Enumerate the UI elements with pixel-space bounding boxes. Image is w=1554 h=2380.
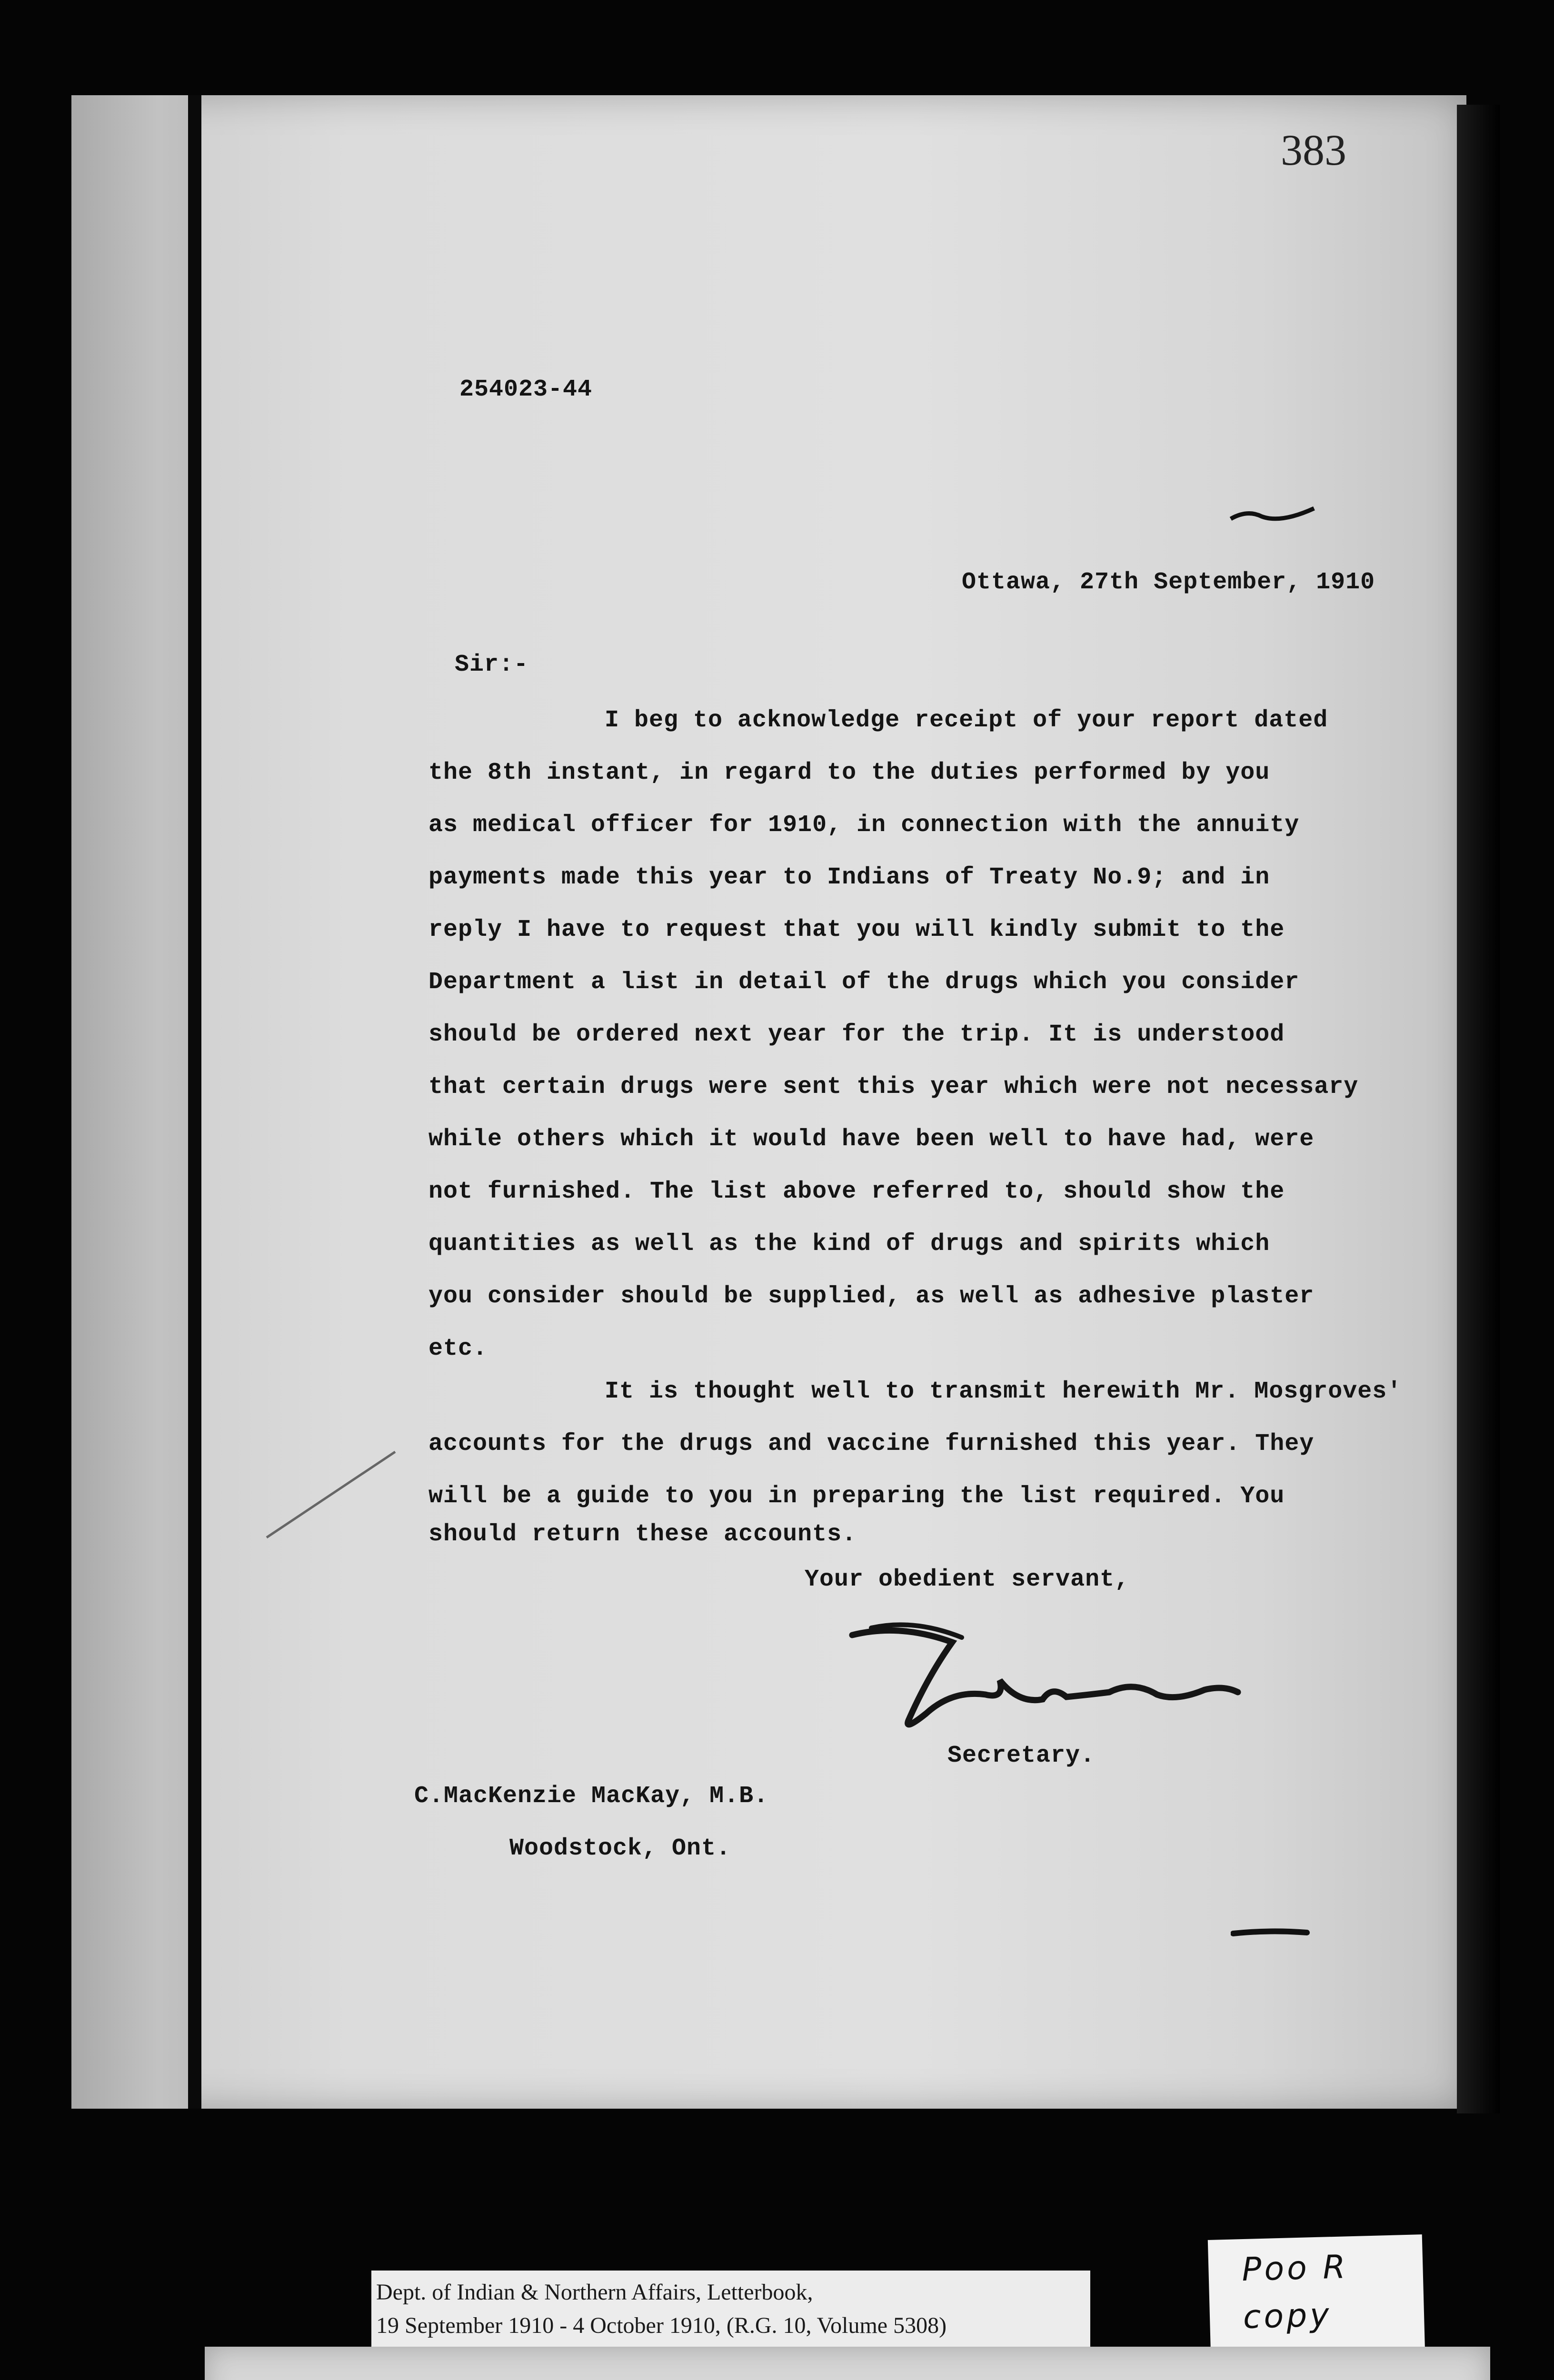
body-line: while others which it would have been well to have had, were [428,1126,1315,1153]
pen-dash-mark [1231,1923,1312,1942]
signer-title: Secretary. [947,1742,1096,1769]
body-line: will be a guide to you in preparing the list required. You [428,1483,1285,1510]
archives-stamp [205,2347,1490,2380]
body-line: quantities as well as the kind of drugs and spirits which [428,1230,1270,1258]
reference-line: 19 September 1910 - 4 October 1910, (R.G. 10, Volume 5308) [376,2313,947,2338]
pen-mark [1228,500,1319,528]
reference-line: Dept. of Indian & Northern Affairs, Letterbook, [376,2280,813,2305]
salutation: Sir:- [455,651,529,678]
closing: Your obedient servant, [805,1566,1130,1593]
binding-gutter [188,95,201,2109]
body-line: you consider should be supplied, as well as adhesive plaster [428,1283,1315,1310]
archive-reference-label [371,2271,1090,2354]
body-line: Department a list in detail of the drugs which you consider [428,969,1300,996]
file-number: 254023-44 [459,376,593,403]
body-line: payments made this year to Indians of Treaty No.9; and in [428,864,1270,891]
quality-note-tag [1208,2234,1425,2359]
handwritten-signature [843,1609,1300,1737]
body-line: accounts for the drugs and vaccine furnished this year. They [428,1430,1315,1458]
body-line: not furnished. The list above referred to, should show the [428,1178,1285,1205]
quality-note-line: copy [1243,2296,1333,2337]
page-binding-edge [71,95,195,2109]
letter-date: Ottawa, 27th September, 1910 [962,569,1375,596]
quality-note-line: Poo R [1241,2248,1349,2289]
letter-page [71,95,1466,2109]
body-line: etc. [428,1335,488,1362]
body-line: It is thought well to transmit herewith Mr. Mosgroves' [605,1378,1402,1405]
recipient-place: Woodstock, Ont. [509,1835,731,1862]
margin-stroke [262,1442,405,1547]
page-edge-shadow [1457,105,1500,2113]
body-line: should return these accounts. [428,1521,857,1548]
body-line: the 8th instant, in regard to the duties performed by you [428,759,1270,786]
folio-number: 383 [1281,126,1346,174]
body-line: should be ordered next year for the trip. It is understood [428,1021,1285,1048]
recipient-name: C.MacKenzie MacKay, M.B. [414,1783,769,1810]
body-line: I beg to acknowledge receipt of your report dated [605,707,1328,734]
body-line: as medical officer for 1910, in connection with the annuity [428,812,1300,839]
body-line: that certain drugs were sent this year which were not necessary [428,1073,1359,1101]
body-line: reply I have to request that you will kindly submit to the [428,916,1285,943]
